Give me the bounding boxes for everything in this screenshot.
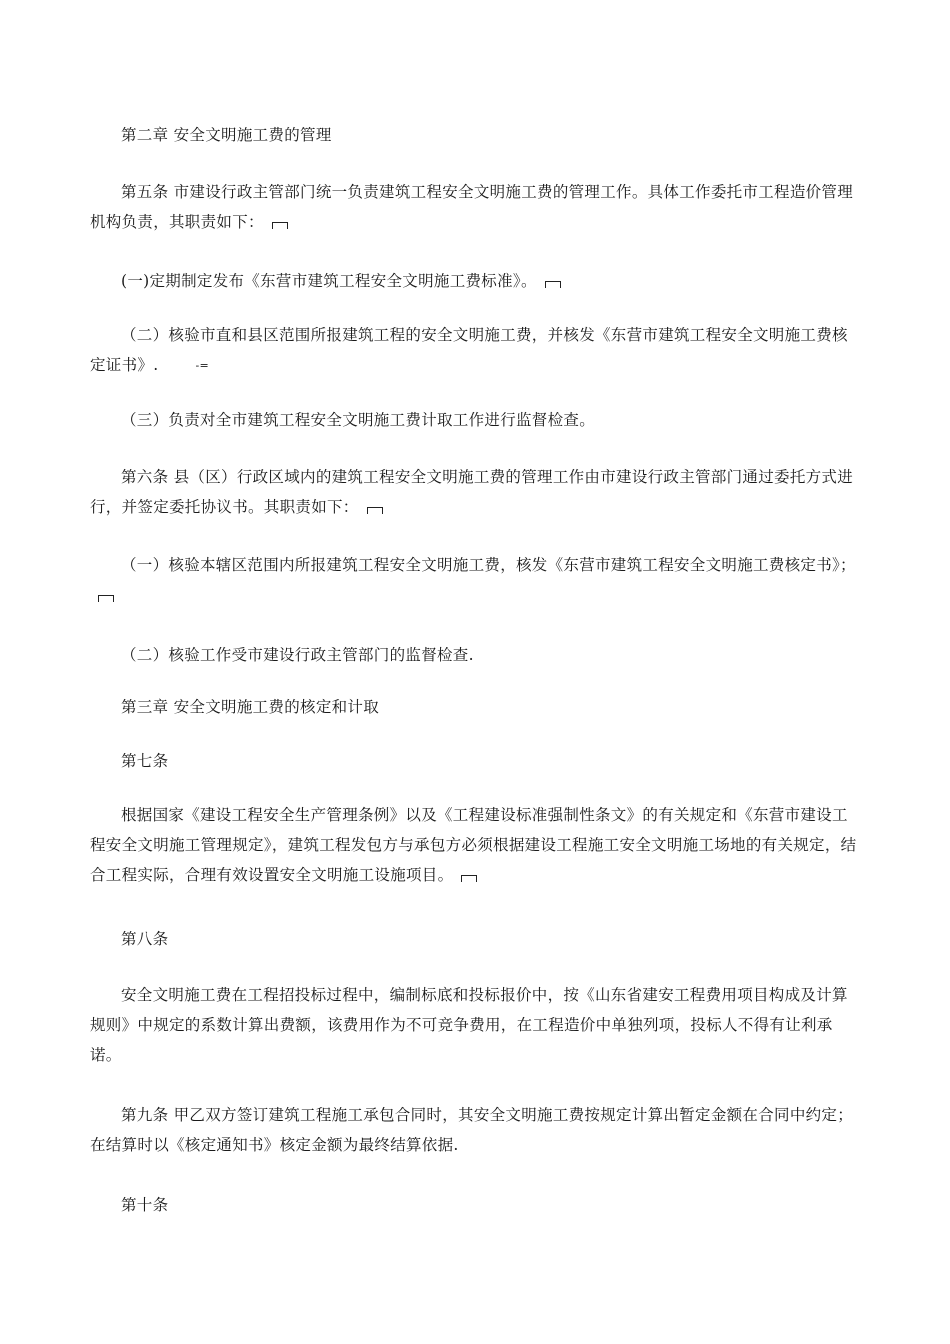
article-five-item-one (90, 266, 860, 296)
article-six-item-one (90, 550, 860, 610)
paragraph-text: 第六条 县（区）行政区域内的建筑工程安全文明施工费的管理工作由市建设行政主管部门通过委托方式进行，并签定委托协议书。其职责如下： (90, 468, 854, 516)
paragraph-text: 第九条 甲乙双方签订建筑工程施工承包合同时，其安全文明施工费按规定计算出暂定金额在合同中约定；在结算时以《核定通知书》核定金额为最终结算依据. (90, 1106, 854, 1154)
paragraph-text: 根据国家《建设工程安全生产管理条例》以及《工程建设标准强制性条文》的有关规定和《东营市建设工程安全文明施工管理规定》，建筑工程发包方与承包方必须根据建设工程施工安全文明施工场地的有关规定，结合工程实际，合理有效设置安全文明施工设施项目。 (90, 806, 857, 884)
paragraph-mark-icon (98, 595, 114, 602)
article-six (90, 462, 860, 522)
chapter-three-heading (90, 692, 860, 722)
paragraph-mark-alt-icon: -= (195, 359, 209, 372)
article-seven-body (90, 800, 860, 890)
paragraph-text: 第十条 (121, 1196, 169, 1214)
article-seven-heading (90, 746, 860, 776)
paragraph-text: （三）负责对全市建筑工程安全文明施工费计取工作进行监督检查。 (121, 411, 596, 429)
paragraph-text: 第五条 市建设行政主管部门统一负责建筑工程安全文明施工费的管理工作。具体工作委托市工程造价管理机构负责，其职责如下： (90, 183, 854, 231)
article-ten-heading (90, 1190, 860, 1220)
paragraph-text: （二）核验市直和县区范围所报建筑工程的安全文明施工费，并核发《东营市建筑工程安全文明施工费核定证书》. (90, 326, 848, 374)
paragraph-text: 第二章 安全文明施工费的管理 (121, 126, 332, 144)
article-five-item-three (90, 405, 860, 435)
paragraph-text: （二）核验工作受市建设行政主管部门的监督检查. (121, 646, 474, 664)
paragraph-mark-icon (367, 507, 383, 514)
paragraph-text: （一）核验本辖区范围内所报建筑工程安全文明施工费，核发《东营市建筑工程安全文明施工费核定书》； (121, 556, 856, 574)
paragraph-text: 第三章 安全文明施工费的核定和计取 (121, 698, 380, 716)
paragraph-mark-icon (272, 222, 288, 229)
paragraph-text: 第七条 (121, 752, 169, 770)
article-six-item-two (90, 640, 860, 670)
paragraph-text: 第八条 (121, 930, 169, 948)
paragraph-text: (一)定期制定发布《东营市建筑工程安全文明施工费标准》。 (121, 272, 537, 290)
article-nine (90, 1100, 860, 1160)
article-five (90, 177, 860, 237)
chapter-two-heading (90, 120, 860, 150)
paragraph-text: 安全文明施工费在工程招投标过程中，编制标底和投标报价中，按《山东省建安工程费用项目构成及计算规则》中规定的系数计算出费额，该费用作为不可竞争费用，在工程造价中单独列项，投标人不得有让利承诺。 (90, 986, 848, 1064)
article-eight-heading (90, 924, 860, 954)
article-eight-body (90, 980, 860, 1070)
paragraph-mark-icon (545, 281, 561, 288)
paragraph-mark-icon (461, 875, 477, 882)
article-five-item-two (90, 320, 860, 381)
